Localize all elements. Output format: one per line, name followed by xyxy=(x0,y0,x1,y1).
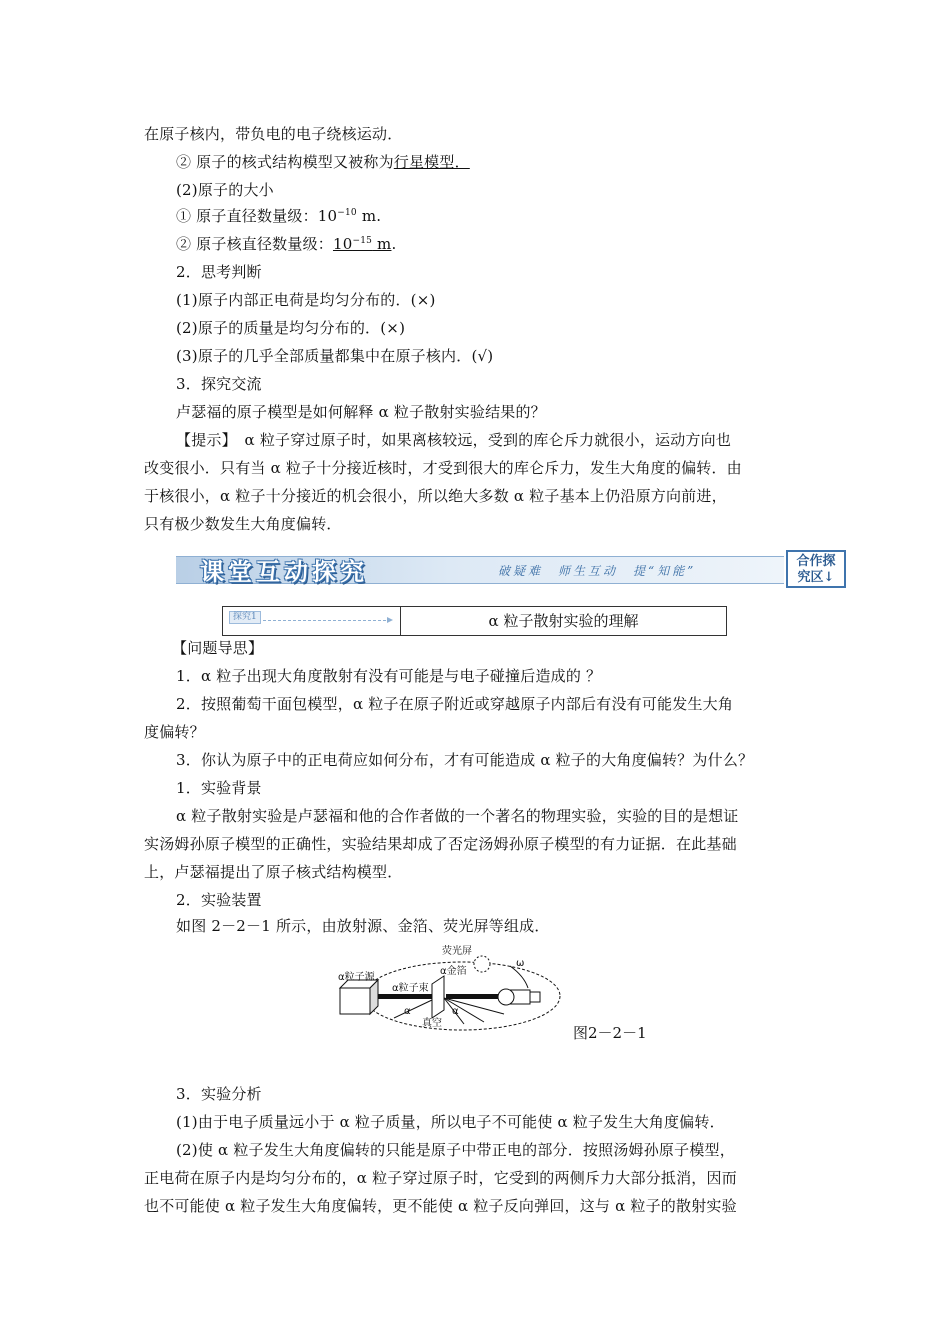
text-line: (3)原子的几乎全部质量都集中在原子核内．(√) xyxy=(176,347,494,365)
hint-label: 【提示】 xyxy=(176,431,230,449)
arrow-icon xyxy=(263,620,391,621)
section-label: 【问题导思】 xyxy=(172,639,264,657)
label-omega: ω xyxy=(516,958,525,969)
label-vacuum: 真空 xyxy=(422,1018,442,1029)
underlined-answer: 行星模型． xyxy=(393,153,470,171)
text-line: α 粒子散射实验是卢瑟福和他的合作者做的一个著名的物理实验，实验的目的是想证 xyxy=(176,807,739,825)
banner-badge: 合作探 究区↓ xyxy=(786,550,846,588)
screen-position xyxy=(474,956,490,972)
text-line: 如图 2－2－1 所示，由放射源、金箔、荧光屏等组成． xyxy=(176,917,550,935)
topic-tag: 探究1 xyxy=(229,611,261,624)
text-line: 改变很小．只有当 α 粒子十分接近核时，才受到很大的库仑斥力，发生大角度的偏转．由 xyxy=(144,459,742,477)
label-screen: 荧光屏 xyxy=(442,946,472,957)
banner-slogan: 破疑难 师生互动 提“知能” xyxy=(498,564,697,578)
label-source: α粒子源 xyxy=(338,972,375,983)
topic-box xyxy=(222,606,727,636)
text-line: ② 原子的核式结构模型又被称为行星模型． xyxy=(176,153,470,171)
beam-line xyxy=(446,994,506,999)
text-line: ① 原子直径数量级：$10^{-10}$ m. xyxy=(176,207,382,225)
text-line: 只有极少数发生大角度偏转． xyxy=(144,515,342,533)
section-heading: 2．思考判断 xyxy=(176,263,262,281)
text-line: 上，卢瑟福提出了原子核式结构模型． xyxy=(144,863,403,881)
section-heading: 2．实验装置 xyxy=(176,891,262,909)
section-banner xyxy=(176,548,848,590)
alpha-beam xyxy=(378,994,432,999)
text-line: 正电荷在原子内是均匀分布的，α 粒子穿过原子时，它受到的两侧斥力大部分抵消，因而 xyxy=(144,1169,737,1187)
text-line: 在原子核内，带负电的电子绕核运动． xyxy=(144,125,403,143)
question-line: 3．你认为原子中的正电荷应如何分布，才有可能造成 α 粒子的大角度偏转？为什么？ xyxy=(176,751,754,769)
label-alpha: α xyxy=(404,1006,411,1017)
experiment-diagram xyxy=(334,940,574,1048)
microscope-eyepiece xyxy=(530,992,540,1002)
text-line: 卢瑟福的原子模型是如何解释 α 粒子散射实验结果的？ xyxy=(176,403,546,421)
scatter-ray xyxy=(444,998,484,1022)
text-line: (2)原子的质量是均匀分布的．(×) xyxy=(176,319,406,337)
text-line: (2)原子的大小 xyxy=(176,181,274,199)
label-foil: α金箔 xyxy=(440,966,467,977)
underlined-answer: $10^{-15}$ m xyxy=(332,235,392,253)
gold-foil xyxy=(432,976,444,1018)
text-line: 也不可能使 α 粒子发生大角度偏转，更不能使 α 粒子反向弹回，这与 α 粒子的散射实验 xyxy=(144,1197,737,1215)
text-line: 于核很小，α 粒子十分接近的机会很小，所以绝大多数 α 粒子基本上仍沿原方向前进， xyxy=(144,487,727,505)
hint-line: 【提示】 α 粒子穿过原子时，如果离核较远，受到的库仑斥力就很小，运动方向也 xyxy=(176,431,732,449)
figure-caption: 图2－2－1 xyxy=(573,1024,647,1042)
section-heading: 3．探究交流 xyxy=(176,375,262,393)
text-line: (2)使 α 粒子发生大角度偏转的只能是原子中带正电的部分．按照汤姆孙原子模型， xyxy=(176,1141,735,1159)
text-line: ② 原子核直径数量级：$10^{-15}$ m. xyxy=(176,235,397,253)
label-alpha: α xyxy=(452,1006,459,1017)
diagram-svg xyxy=(334,940,574,1048)
question-line: 1．α 粒子出现大角度散射有没有可能是与电子碰撞后造成的 ？ xyxy=(176,667,602,685)
source-box xyxy=(340,988,370,1014)
topic-title: α 粒子散射实验的理解 xyxy=(488,612,639,630)
topic-tag-cell xyxy=(223,607,401,635)
question-line: 度偏转？ xyxy=(144,723,205,741)
text-line: 实汤姆孙原子模型的正确性，实验结果却成了否定汤姆孙原子模型的有力证据．在此基础 xyxy=(144,835,737,853)
back-scatter-ray xyxy=(394,1000,432,1018)
banner-title: 课堂互动探究 xyxy=(200,557,368,586)
section-heading: 1．实验背景 xyxy=(176,779,262,797)
rotation-arc xyxy=(510,966,528,988)
text-line: (1)原子内部正电荷是均匀分布的．(×) xyxy=(176,291,436,309)
section-heading: 3．实验分析 xyxy=(176,1085,262,1103)
label-beam: α粒子束 xyxy=(392,983,429,994)
microscope-lens xyxy=(498,989,514,1005)
question-line: 2．按照葡萄干面包模型，α 粒子在原子附近或穿越原子内部后有没有可能发生大角 xyxy=(176,695,734,713)
text-line: (1)由于电子质量远小于 α 粒子质量，所以电子不可能使 α 粒子发生大角度偏转． xyxy=(176,1113,725,1131)
